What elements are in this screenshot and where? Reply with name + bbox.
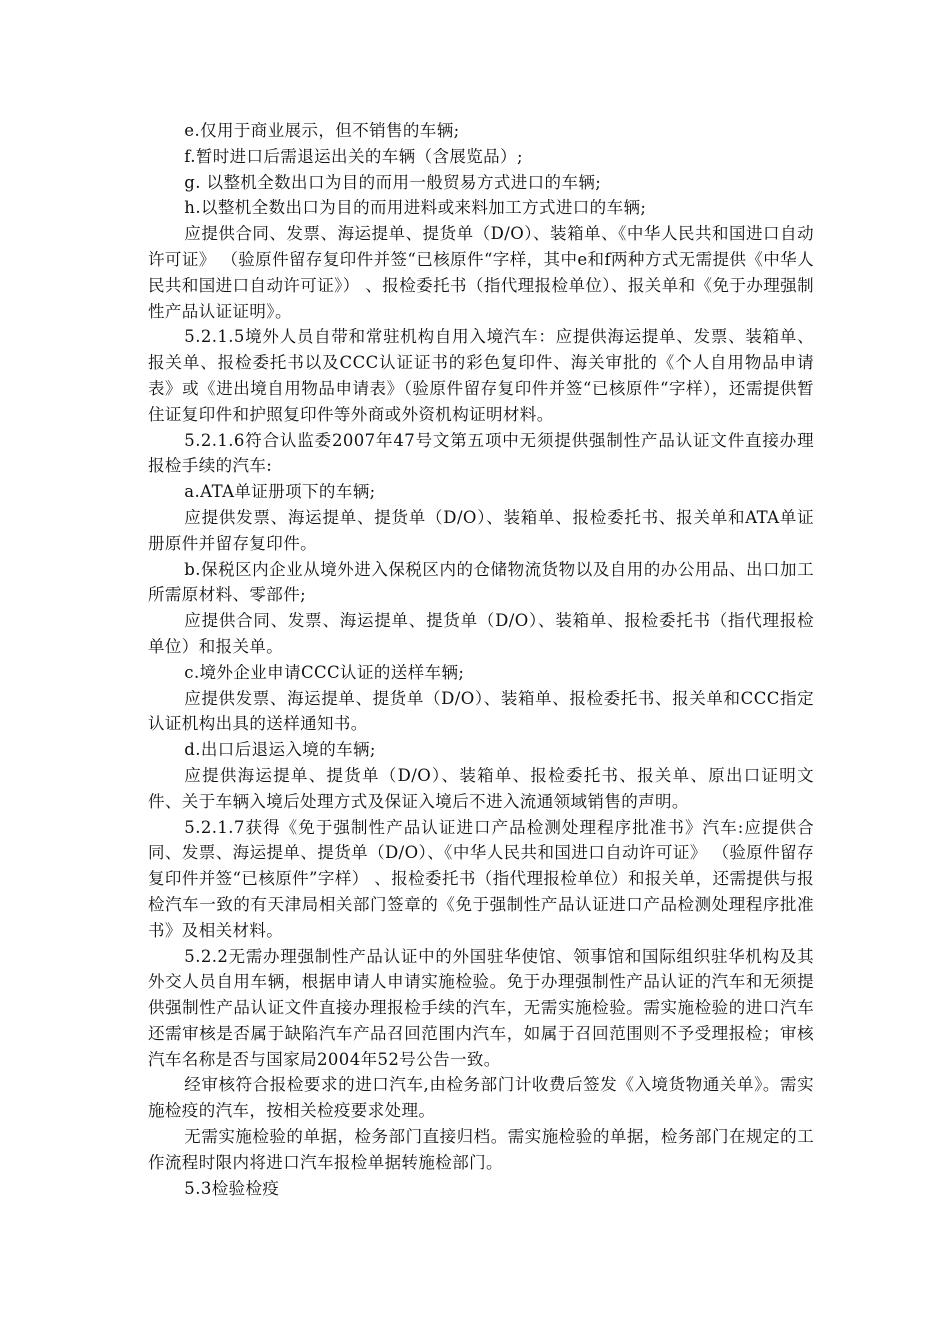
- paragraph-5-2-2: 5.2.2无需办理强制性产品认证中的外国驻华使馆、领事馆和国际组织驻华机构及其外交人员自用车辆，根据申请人申请实施检验。免于办理强制性产品认证的汽车和无须提供强制性产品认证文件直接办理报检手续的汽车，无需实施检验。需实施检验的进口汽车还需审核是否属于缺陷汽车产品召回范围内汽车，如属于召回范围则不予受理报检；审核汽车名称是否与国家局2004年52号公告一致。: [148, 946, 814, 1069]
- paragraph-item-a: a.ATA单证册项下的车辆;: [184, 482, 376, 502]
- document-body: [148, 118, 814, 1201]
- paragraph-item-d: d.出口后退运入境的车辆;: [184, 740, 376, 760]
- paragraph-item-g: g. 以整机全数出口为目的而用一般贸易方式进口的车辆;: [184, 172, 602, 192]
- paragraph-5-2-1-5: 5.2.1.5境外人员自带和常驻机构自用入境汽车：应提供海运提单、发票、装箱单、报关单、报检委托书以及CCC认证证书的彩色复印件、海关审批的《个人自用物品申请表》或《进出境自用物品申请表》（验原件留存复印件并签“已核原件“字样），还需提供暂住证复印件和护照复印件等外商或外资机构证明材料。: [148, 327, 814, 424]
- paragraph-required-docs: 应提供合同、发票、海运提单、提货单（D/O）、装箱单、《中华人民共和国进口自动许可证》 （验原件留存复印件并签“已核原件“字样，其中e和f两种方式无需提供《中华人民共和国进口自动许可证》） 、报检委托书（指代理报检单位）、报关单和《免于办理强制性产品认证证明》。: [148, 224, 814, 321]
- paragraph-approval: 经审核符合报检要求的进口汽车,由检务部门计收费后签发《入境货物通关单》。需实施检疫的汽车，按相关检疫要求处理。: [148, 1075, 814, 1121]
- paragraph-item-e: e.仅用于商业展示，但不销售的车辆;: [184, 121, 460, 140]
- paragraph-item-b-docs: 应提供合同、发票、海运提单、提货单（D/O）、装箱单、报检委托书（指代理报检单位）和报关单。: [148, 611, 814, 656]
- paragraph-item-c: c.境外企业申请CCC认证的送样车辆;: [184, 662, 465, 682]
- paragraph-item-c-docs: 应提供发票、海运提单、提货单（D/O）、装箱单、报检委托书、报关单和CCC指定认证机构出具的送样通知书。: [148, 688, 814, 734]
- paragraph-5-2-1-7: 5.2.1.7获得《免于强制性产品认证进口产品检测处理程序批准书》汽车:应提供合同、发票、海运提单、提货单（D/O）、《中华人民共和国进口自动许可证》 （验原件留存复印件并签“已核原件”字样） 、报检委托书（指代理报检单位）和报关单，还需提供与报检汽车一致的有天津局相关部门签章的《免于强制性产品认证进口产品检测处理程序批准书》及相关材料。: [148, 817, 814, 940]
- paragraph-item-b: b.保税区内企业从境外进入保税区内的仓储物流货物以及自用的办公用品、出口加工所需原材料、零部件;: [148, 559, 814, 605]
- paragraph-item-a-docs: 应提供发票、海运提单、提货单（D/O）、装箱单、报检委托书、报关单和ATA单证册原件并留存复印件。: [148, 507, 814, 553]
- section-heading-5-3: 5.3检验检疫: [184, 1178, 280, 1198]
- paragraph-item-f: f.暂时进口后需退运出关的车辆（含展览品）;: [184, 146, 523, 166]
- paragraph-archive: 无需实施检验的单据，检务部门直接归档。需实施检验的单据，检务部门在规定的工作流程时限内将进口汽车报检单据转施检部门。: [148, 1127, 814, 1172]
- paragraph-item-h: h.以整机全数出口为目的而用进料或来料加工方式进口的车辆;: [184, 198, 647, 218]
- paragraph-item-d-docs: 应提供海运提单、提货单（D/O）、装箱单、报检委托书、报关单、原出口证明文件、关于车辆入境后处理方式及保证入境后不进入流通领域销售的声明。: [148, 765, 814, 811]
- paragraph-5-2-1-6: 5.2.1.6符合认监委2007年47号文第五项中无须提供强制性产品认证文件直接办理报检手续的汽车:: [148, 430, 814, 476]
